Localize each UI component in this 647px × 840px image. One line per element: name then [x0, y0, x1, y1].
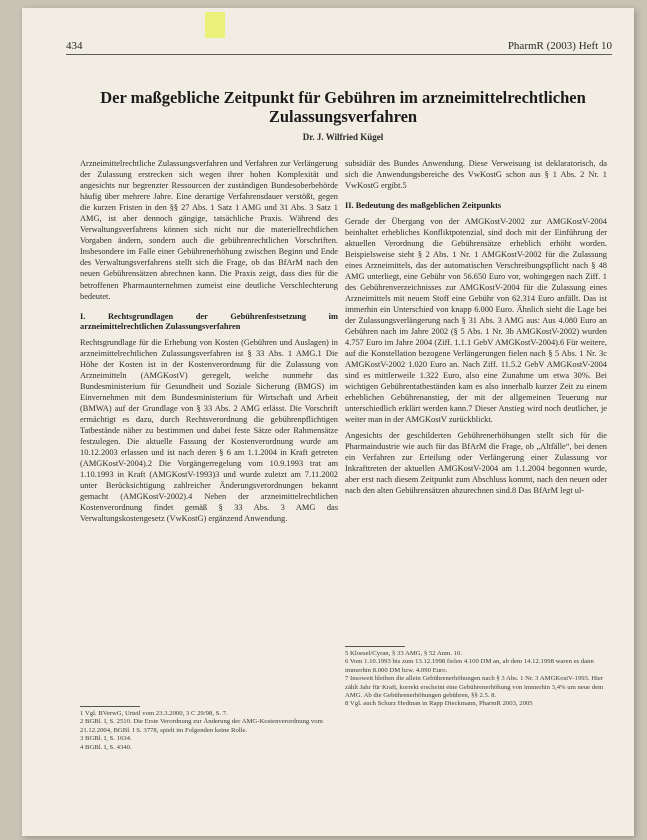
footnote: 1 Vgl. BVerwG, Urteil vom 23.3.2000, 3 C 29/98, S. 7.	[80, 710, 228, 717]
section-paragraph: Angesichts der geschilderten Gebührenerhöhungen stellt sich für die Pharmaindustrie wie auch für das BfArM die Frage, ob „Altfälle“, bei denen ein Verfahren zur Erteilung oder Verlängerung einer Zulassung vor Inkrafttreten der aktuellen AMGKostV-2004 am 1.1.2004 begonnen wurde, aber erst nach diesem Zeitpunkt zum Abschluss kommt, nach den neuen oder nach den alten Gebührensätzen abzurechnen sind.8 Das BfArM legt ul-	[345, 430, 607, 495]
document-page	[22, 8, 634, 836]
continued-paragraph: subsidiär des Bundes Anwendung. Diese Verweisung ist deklaratorisch, da sich die Anwendungsbereiche des VwKostG schon aus § 1 Abs. 2 Nr. 1 VwKostG ergibt.5	[345, 159, 607, 191]
article-author: Dr. J. Wilfried Kügel	[302, 132, 384, 142]
section-heading-zeitpunkt: II. Bedeutung des maßgeblichen Zeitpunkts	[345, 201, 502, 211]
left-footnotes	[80, 700, 338, 752]
section-paragraph: Rechtsgrundlage für die Erhebung von Kosten (Gebühren und Auslagen) in arzneimittelrechtlichen Zulassungsverfahren ist § 33 Abs. 1 AMG.1 Die Höhe der Kosten ist in der Kostenverordnung für die Zulassung von Arzneimitteln (AMGKostV) geregelt, welche nunmehr das Bundesministerium für Gesundheit und Soziale Sicherung (BMGS) im Einvernehmen mit dem Bundesministerium für Wirtschaft und Arbeit (BMWA) auf der Grundlage von § 33 Abs. 2 AMG erlässt. Die Vorschrift ermächtigt es dazu, durch Rechtsverordnung die gebührenpflichtigen Tatbestände näher zu bestimmen und dabei feste Sätze oder Rahmensätze festzulegen. Die aktuelle Fassung der Kostenverordnung wurde am 10.12.2003 erlassen und ist nach deren § 6 am 1.1.2004 in Kraft getreten (AMGKostV-2004).2 Die Vorgängerregelung vom 10.9.1993 trat am 1.10.1993 in Kraft (AMGKostV-1993)3 und wurde zuletzt am 7.11.2002 unter Berücksichtigung zahlreicher Änderungsverordnungen bekannt gemacht (AMGKostV-2002).4 Neben der arzneimittelrechtlichen Kostenverordnung findet gemäß § 33 Abs. 3 AMG das Verwaltungskostengesetz (VwKostG) ergänzend Anwendung.	[80, 337, 338, 524]
journal-reference: PharmR (2003) Heft 10	[507, 40, 612, 52]
footnote: 7 Insoweit bleiben die allein Gebührenerhöhungen nach § 3 Abs. 1 Nr. 3 AMGKostV-1993. Hier zählt Jahr für Kraft, korrekt erscheint eine Gebührenerhöhung von immerhin 3,4% um neue dem AMG. Ab die Gebührenerhöhungen gebühren, §§ 2.5. 8.	[345, 675, 604, 700]
running-header	[66, 40, 612, 55]
footnote: 3 BGBl. I, S. 1634.	[80, 735, 132, 743]
right-footnotes	[345, 640, 607, 709]
section-paragraph: Gerade der Übergang von der AMGKostV-2002 zur AMGKostV-2004 beinhaltet erhebliches Konfliktpotenzial, sind doch mit der Einführung der aktuellen Verordnung die Gebührensätze erheblich erhöht worden. Beispielsweise sieht § 2 Abs. 1 Nr. 1 AMGKostV-2002 für die Zulassung eines Arzneimittels, das der automatischen Verschreibungspflicht nach § 48 AMG unterliegt, eine Gebühr von 56.650 Euro vor, wohingegen nach Ziff. 1 des Gebührenverzeichnisses zur AMGKostV-2004 für die Zulassung eines Arzneimittels mit neuem Stoff eine Gebühr von 62.314 Euro anfällt. Das ist immerhin ein Unterschied von knapp 6.000 Euro. Ähnlich sieht die Lage bei der Zulassungsverlängerung nach § 31 Abs. 3 AMG aus: Aus 4.080 Euro an Gebühren nach im Jahre 2002 (§ 5 Abs. 1 Nr. 3b AMGKostV-2002) wurden 4.757 Euro im Jahre 2004 (Ziff. 1.1.1 GebV AMGKostV-2004).6 Für weitere, auf die Konstellation bezogene Verlängerungen fielen nach § 5 Abs. 1 Nr. 3c AMGKostV-2002 1.020 Euro an. Nach Ziff. 11.5.2 GebV AMGKostV-2004 sind es mittlerweile 1.322 Euro, also eine Zunahme um etwa 30%. Bei wichtigen Gebührentatbeständen kam es also innerhalb kurzer Zeit zu einem erheblichen Gebührenanstieg, der mit der allgemeinen Teuerung nur unterschiedlich erklärt werden kann.7 Dieser Anstieg wird noch deutlicher, je weiter man in der AMGKostV zurückblickt.	[345, 216, 607, 425]
article-title: Der maßgebliche Zeitpunkt für Gebühren im arzneimittelrechtlichen Zulassungsverfahren	[100, 88, 586, 126]
footnote: 2 BGBl. I, S. 2510. Die Erste Verordnung zur Änderung der AMG-Kostenverordnung vom 21.12.2004, BGBl. I S. 3778, spielt im Folgenden keine Rolle.	[80, 718, 323, 734]
footnote: 6 Vom 1.10.1993 bis zum 13.12.1998 fielen 4.100 DM an, ab dem 14.12.1998 waren es dann immerhin 8.000 DM bzw. 4.090 Euro.	[345, 658, 594, 674]
section-heading-rechtsgrundlagen: I. Rechtsgrundlagen der Gebührenfestsetzung im arzneimittelrechtlichen Zulassungsverfahren	[80, 311, 338, 332]
footnote: 5 Kloesel/Cyran, § 33 AMG, § 52 Anm. 10.	[345, 650, 463, 657]
intro-paragraph: Arzneimittelrechtliche Zulassungsverfahren und Verfahren zur Verlängerung der Zulassung erstrecken sich wegen ihrer hohen Komplexität und angesichts nur begrenzter Ressourcen der zuständigen Bundesoberbehörde häufig über mehrere Jahre. Eine derartige Verfahrensdauer verstößt, gegen die kurzen Fristen in den §§ 27 Abs. 1 Satz 1 AMG und 31 Abs. 3 Satz 1 AMG, ist aber dennoch gängige, tatsächliche Praxis. Während des Verwaltungsverfahrens können sich nicht nur die materiellrechtlichen Vorgaben ändern, sondern auch die gebührenrechtlichen Vorschriften. Insbesondere im Falle einer Gebührenerhöhung zwischen Beginn und Ende des Verwaltungsverfahrens stellt sich die Frage, ob das BfArM nach den neuen Gebührensätzen abrechnen kann. Die Praxis zeigt, dass dies für die betroffenen Pharmaunternehmen zumeist eine deutliche Verschlechterung bedeutet.	[80, 159, 338, 301]
footnote-divider	[80, 706, 140, 707]
sticky-note-marker	[205, 12, 225, 38]
footnote-divider	[345, 646, 405, 647]
left-column	[80, 158, 338, 524]
footnote: 8 Vgl. auch Schurz Hedtnan in Rapp Dieckmann, PharmR 2003, 2005	[345, 700, 533, 708]
page-number: 434	[66, 40, 83, 52]
right-column	[345, 158, 607, 496]
footnote: 4 BGBl. I, S. 4340.	[80, 743, 132, 751]
